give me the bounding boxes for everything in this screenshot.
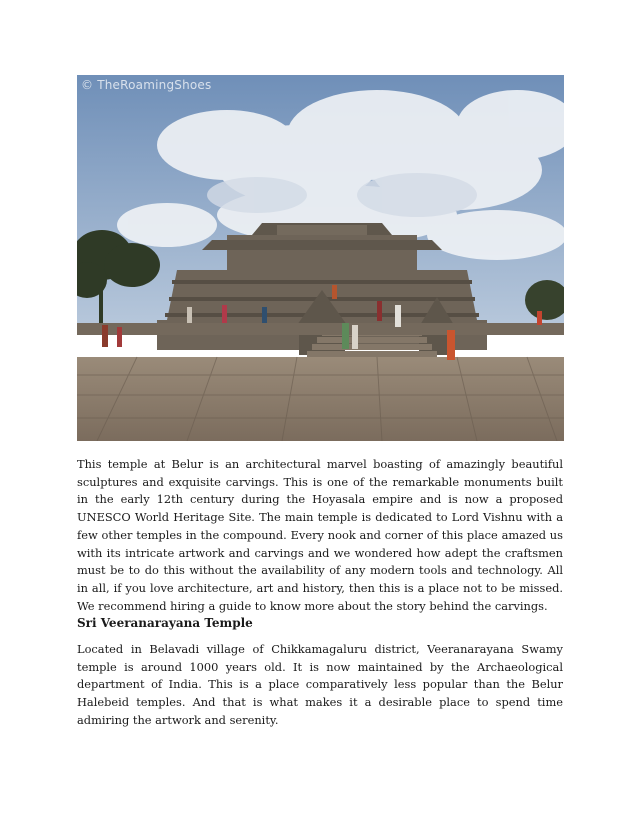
temple-illustration [77, 75, 564, 441]
belur-paragraph: This temple at Belur is an architectural marvel boasting of amazingly beautiful sculptures and exquisite carvings. This is one of the remarkable monuments built in the early 12th century during the Hoyasala empire and is now a proposed UNESCO World Heritage Site. The main temple is dedicated to Lord Vishnu with a few other temples in the compound. Every nook and corner of this place amazed us with its intricate artwork and carvings and we wondered how adept the craftsmen must be to do this without the availability of any modern tools and technology. All in all, if you love architecture, art and history, then this is a place not to be missed. We recommend hiring a guide to know more about the story behind the carvings. [77, 457, 563, 613]
photo-watermark: © TheRoamingShoes [81, 78, 212, 92]
section-heading-veeranarayana: Sri Veeranarayana Temple [77, 616, 253, 630]
temple-photo [77, 75, 564, 441]
veeranarayana-paragraph: Located in Belavadi village of Chikkamagaluru district, Veeranarayana Swamy temple is around 1000 years old. It is now maintained by the Archaeological department of India. This is a place comparatively less popular than the Belur Halebeid temples. And that is what makes it a desirable place to spend time admiring the artwork and serenity. [77, 642, 563, 727]
